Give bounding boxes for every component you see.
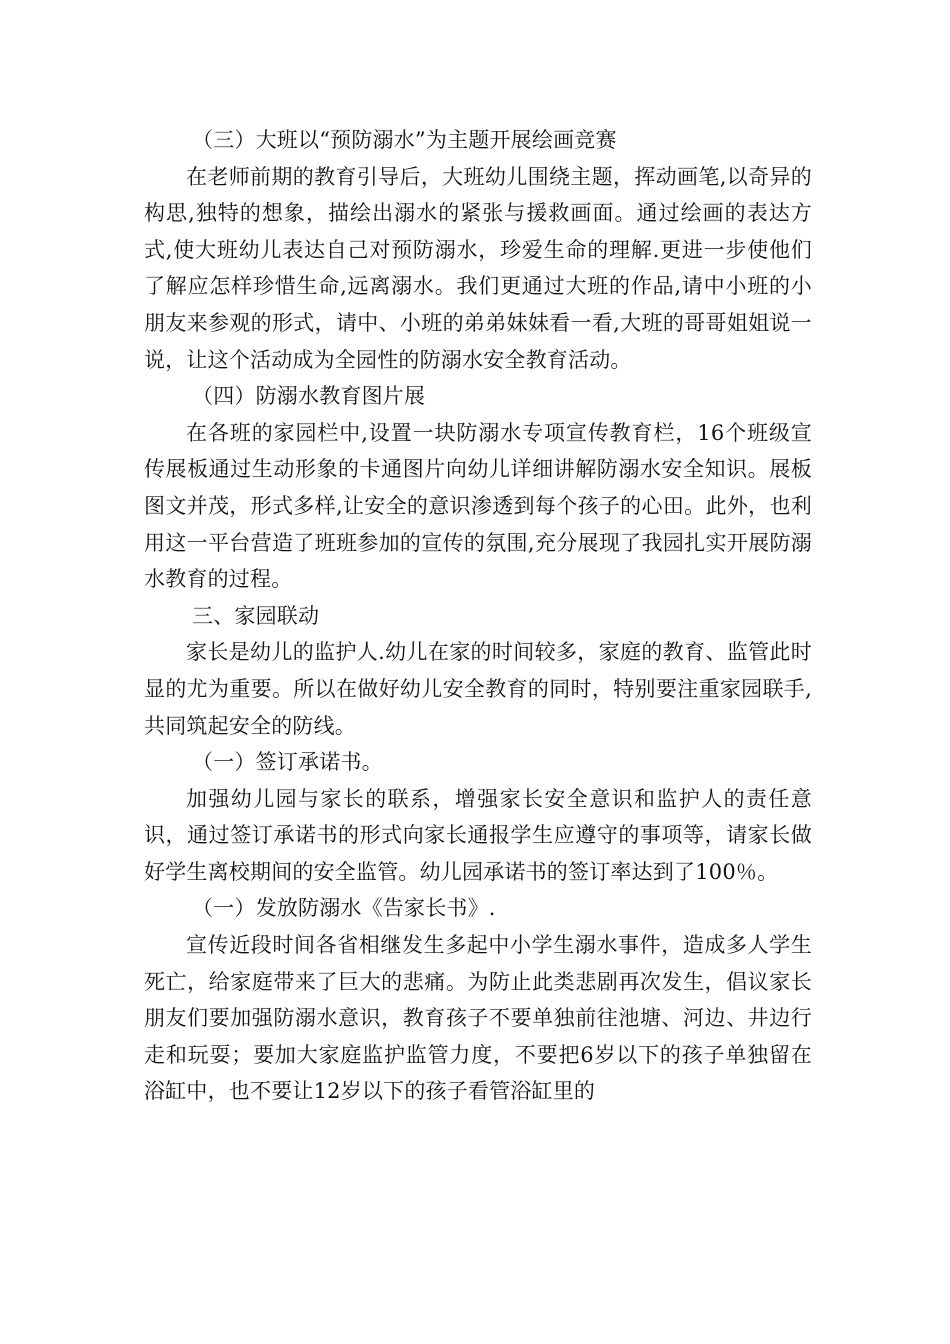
paragraph-commitment: 加强幼儿园与家长的联系，增强家长安全意识和监护人的责任意识，通过签订承诺书的形式向家长通报学生应遵守的事项等，请家长做好学生离校期间的安全监管。幼儿园承诺书的签订率达到了100％。 [144,786,812,884]
paragraph-home-school: 家长是幼儿的监护人.幼儿在家的时间较多，家庭的教育、监管此时显的尤为重要。所以在做好幼儿安全教育的同时，特别要注重家园联手,共同筑起安全的防线。 [144,640,812,738]
section-heading-drawing-contest: （三）大班以“预防溺水”为主题开展绘画竞赛 [192,128,617,152]
paragraph-picture-exhibition: 在各班的家园栏中,设置一块防溺水专项宣传教育栏，16个班级宣传展板通过生动形象的卡通图片向幼儿详细讲解防溺水安全知识。展板图文并茂，形式多样,让安全的意识渗透到每个孩子的心田。此外，也利用这一平台营造了班班参加的宣传的氛围,充分展现了我园扎实开展防溺水教育的过程。 [144,420,812,592]
paragraph-parent-letter: 宣传近段时间各省相继发生多起中小学生溺水事件，造成多人学生死亡，给家庭带来了巨大的悲痛。为防止此类悲剧再次发生，倡议家长朋友们要加强防溺水意识，教育孩子不要单独前往池塘、河边、井边行走和玩耍；要加大家庭监护监管力度，不要把6岁以下的孩子单独留在浴缸中，也不要让12岁以下的孩子看管浴缸里的 [144,933,812,1104]
document-page [144,122,812,1110]
section-heading-parent-letter: （一）发放防溺水《告家长书》. [192,896,496,921]
section-heading-home-school: 三、家园联动 [192,603,320,628]
section-heading-commitment: （一）签订承诺书。 [192,750,383,775]
paragraph-drawing-contest: 在老师前期的教育引导后，大班幼儿围绕主题，挥动画笔,以奇异的构思,独特的想象，描绘出溺水的紧张与援救画面。通过绘画的表达方式,使大班幼儿表达自己对预防溺水，珍爱生命的理解.更进一步使他们了解应怎样珍惜生命,远离溺水。我们更通过大班的作品,请中小班的小朋友来参观的形式，请中、小班的弟弟妹妹看一看,大班的哥哥姐姐说一说，让这个活动成为全园性的防溺水安全教育活动。 [144,164,812,372]
section-heading-picture-exhibition: （四）防溺水教育图片展 [192,384,426,409]
